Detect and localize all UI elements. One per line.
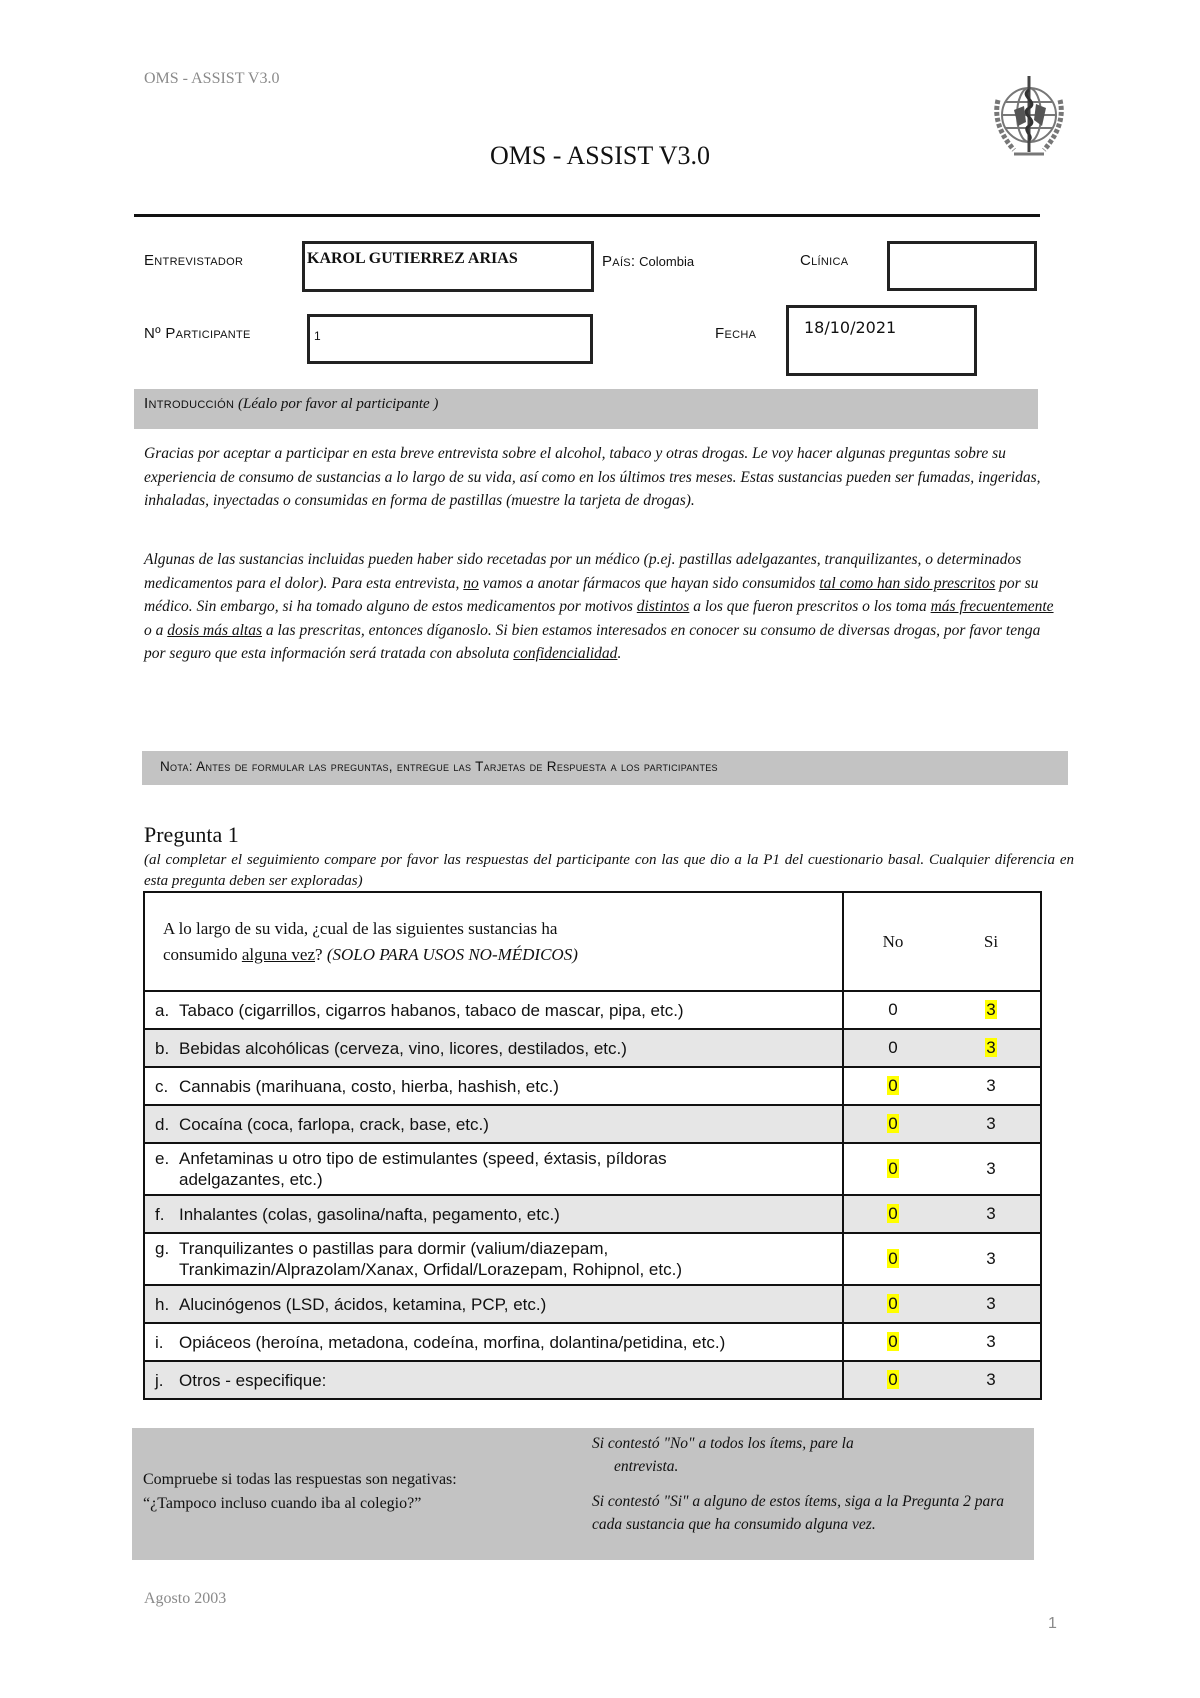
substance-label: [144, 991, 843, 1029]
answer-no-value[interactable]: 0: [888, 1294, 898, 1313]
answer-no-value[interactable]: 0: [888, 1076, 898, 1095]
table-row: [144, 1029, 1041, 1067]
answer-no-cell[interactable]: [843, 1105, 942, 1143]
answer-si-value[interactable]: 3: [986, 1370, 996, 1389]
intro-paragraph-2: [144, 548, 1064, 666]
substance-label: [144, 1067, 843, 1105]
answer-no-value[interactable]: 0: [888, 1204, 898, 1223]
answer-no-cell[interactable]: [843, 1323, 942, 1361]
intro-emphasis: tal como han sido prescritos: [819, 574, 996, 592]
substance-label: [144, 1361, 843, 1399]
prompt-text: A lo largo de su vida, ¿cual de las siguientes sustancias ha: [163, 918, 558, 938]
answer-si-value[interactable]: 3: [986, 1332, 996, 1351]
prompt-emphasis: alguna vez: [241, 944, 316, 964]
intro-emphasis: no: [463, 574, 479, 592]
answer-no-value[interactable]: 0: [888, 1038, 898, 1057]
item-text: Cannabis (marihuana, costo, hierba, hashish, etc.): [179, 1076, 559, 1096]
answer-no-cell[interactable]: [843, 991, 942, 1029]
answer-no-value[interactable]: 0: [888, 1000, 898, 1019]
substance-label: [144, 1143, 843, 1195]
answer-si-cell[interactable]: [942, 991, 1041, 1029]
country-field[interactable]: [602, 253, 694, 271]
question-1-table: [143, 891, 1042, 1400]
interviewer-value: KAROL GUTIERREZ ARIAS: [307, 250, 518, 267]
item-text-cont: Trankimazin/Alprazolam/Xanax, Orfidal/Lorazepam, Rohipnol, etc.): [179, 1260, 682, 1279]
prompt-text: ?: [315, 944, 327, 964]
intro-text: por su médico. Sin embargo, si ha tomado alguno de estos medicamentos por motivos: [144, 574, 1039, 615]
intro-paragraph-1: Gracias por aceptar a participar en esta breve entrevista sobre el alcohol, tabaco y otras drogas. Le voy hacer algunas preguntas sobre su experiencia de consumo de sustancias a lo largo de su vida, así como en los últimos tres meses. Estas sustancias pueden ser fumadas, ingeridas, inhaladas, inyectadas o consumidas en forma de pastillas (muestre la tarjeta de drogas).: [144, 445, 1041, 509]
item-text: Opiáceos (heroína, metadona, codeína, morfina, dolantina/petidina, etc.): [179, 1332, 726, 1352]
table-row: [144, 991, 1041, 1029]
item-text: Alucinógenos (LSD, ácidos, ketamina, PCP, etc.): [179, 1294, 547, 1314]
running-header: OMS - ASSIST V3.0: [144, 70, 280, 87]
participant-label: Nº Participante: [144, 325, 251, 342]
date-value: 18/10/2021: [804, 318, 897, 337]
item-text: Cocaína (coca, farlopa, crack, base, etc.): [179, 1114, 489, 1134]
answer-si-value[interactable]: 3: [986, 1294, 996, 1313]
answer-si-value[interactable]: 3: [986, 1000, 996, 1019]
participant-field[interactable]: [307, 314, 593, 364]
answer-no-cell[interactable]: [843, 1195, 942, 1233]
intro-text: .: [617, 645, 622, 662]
title-divider: [134, 214, 1040, 217]
substance-label: [144, 1233, 843, 1285]
participant-value: 1: [314, 329, 321, 343]
interviewer-field[interactable]: [302, 241, 594, 292]
intro-heading: Introducción: [144, 395, 235, 412]
instruction-no: Si contestó "No" a todos los ítems, pare la: [592, 1435, 854, 1452]
answer-no-cell[interactable]: [843, 1233, 942, 1285]
item-letter: a.: [155, 1000, 170, 1020]
question-1-note: (al completar el seguimiento compare por favor las respuestas del participante con las que dio a la P1 del cuestionario basal. Cualquier diferencia en esta pregunta deben ser exploradas): [144, 852, 1074, 889]
intro-text: a los que fueron prescritos o los toma: [689, 598, 931, 615]
prompt-text: consumido: [163, 944, 242, 964]
answer-si-value[interactable]: 3: [986, 1038, 996, 1057]
country-value: Colombia: [639, 254, 695, 269]
summary-instructions: [592, 1432, 1022, 1536]
intro-emphasis: confidencialidad: [513, 645, 618, 662]
table-row: [144, 1361, 1041, 1399]
table-row: [144, 1233, 1041, 1285]
answer-si-cell[interactable]: [942, 1067, 1041, 1105]
item-letter: g.: [155, 1239, 170, 1258]
column-header-no: No: [843, 892, 942, 991]
answer-si-cell[interactable]: [942, 1361, 1041, 1399]
intro-text: Algunas de las sustancias incluidas pueden haber sido recetadas por un médico (p.ej. pastillas adelgazantes, tranquilizantes, o determinados medicamentos para el dolor). Para esta entrevista,: [144, 551, 1022, 592]
instruction-no-cont: entrevista.: [614, 1458, 679, 1475]
answer-no-cell[interactable]: [843, 1143, 942, 1195]
question-1-title: Pregunta 1: [144, 822, 239, 847]
answer-si-cell[interactable]: [942, 1105, 1041, 1143]
answer-no-value[interactable]: 0: [888, 1114, 898, 1133]
answer-si-cell[interactable]: [942, 1029, 1041, 1067]
intro-emphasis: distintos: [636, 598, 690, 615]
clinic-label: Clínica: [800, 252, 849, 269]
answer-no-value[interactable]: 0: [888, 1332, 898, 1351]
substance-label: [144, 1285, 843, 1323]
intro-heading-note: (Léalo por favor al participante ): [238, 396, 439, 412]
answer-no-cell[interactable]: [843, 1361, 942, 1399]
column-header-si: Si: [942, 892, 1041, 991]
intro-emphasis: dosis más altas: [167, 621, 262, 639]
table-row: [144, 1143, 1041, 1195]
page-number: 1: [1048, 1615, 1057, 1632]
intro-emphasis: más frecuentemente: [930, 598, 1054, 615]
item-letter: j.: [155, 1370, 164, 1390]
footer-date: Agosto 2003: [144, 1590, 227, 1607]
summary-check: [143, 1468, 543, 1516]
substance-label: [144, 1029, 843, 1067]
intro-text: o a: [144, 621, 168, 639]
country-label: País:: [602, 253, 636, 270]
table-row: [144, 1195, 1041, 1233]
answer-si-value[interactable]: 3: [986, 1204, 996, 1223]
intro-heading-band: [134, 389, 1038, 429]
item-letter: b.: [155, 1038, 170, 1058]
substance-label: [144, 1323, 843, 1361]
answer-si-cell[interactable]: [942, 1323, 1041, 1361]
table-row: [144, 1105, 1041, 1143]
item-text: Otros - especifique:: [179, 1370, 327, 1390]
answer-no-cell[interactable]: [843, 1067, 942, 1105]
summary-check-line: Compruebe si todas las respuestas son negativas:: [143, 1471, 457, 1488]
date-field[interactable]: [786, 305, 977, 376]
item-letter: h.: [155, 1294, 170, 1314]
item-letter: e.: [155, 1149, 170, 1168]
clinic-field[interactable]: [887, 241, 1037, 291]
interviewer-label: Entrevistador: [144, 252, 244, 269]
answer-si-value[interactable]: 3: [986, 1159, 996, 1178]
answer-no-value[interactable]: 0: [888, 1249, 898, 1268]
answer-no-value[interactable]: 0: [888, 1370, 898, 1389]
answer-si-cell[interactable]: [942, 1285, 1041, 1323]
item-text: Inhalantes (colas, gasolina/nafta, pegamento, etc.): [179, 1204, 560, 1224]
answer-no-value[interactable]: 0: [888, 1159, 898, 1178]
item-letter: i.: [155, 1332, 164, 1352]
summary-check-question: “¿Tampoco incluso cuando iba al colegio?”: [143, 1495, 422, 1512]
answer-si-value[interactable]: 3: [986, 1249, 996, 1268]
answer-si-value[interactable]: 3: [986, 1076, 996, 1095]
date-label: Fecha: [715, 325, 757, 342]
item-letter: d.: [155, 1114, 170, 1134]
answer-no-cell[interactable]: [843, 1029, 942, 1067]
item-text-cont: adelgazantes, etc.): [179, 1170, 323, 1189]
item-text: Tranquilizantes o pastillas para dormir (valium/diazepam,: [179, 1239, 609, 1258]
substance-label: [144, 1105, 843, 1143]
document-title: OMS - ASSIST V3.0: [489, 141, 711, 170]
intro-text: vamos a anotar fármacos que hayan sido consumidos: [478, 574, 820, 592]
answer-si-value[interactable]: 3: [986, 1114, 996, 1133]
answer-no-cell[interactable]: [843, 1285, 942, 1323]
item-text: Anfetaminas u otro tipo de estimulantes (speed, éxtasis, píldoras: [179, 1149, 667, 1168]
answer-si-cell[interactable]: [942, 1143, 1041, 1195]
table-row: [144, 1067, 1041, 1105]
nota-band: [142, 751, 1068, 785]
instruction-si: Si contestó "Si" a alguno de estos ítems, siga a la Pregunta 2 para cada sustancia que ha consumido alguna vez.: [592, 1493, 1004, 1533]
nota-text: Nota: Antes de formular las preguntas, entregue las Tarjetas de Respuesta a los participantes: [160, 759, 718, 774]
intro-text: a las prescritas, entonces díganoslo. Si bien estamos interesados en conocer su consumo de diversas drogas, por favor tenga por seguro que esta información será tratada con absoluta: [144, 621, 1041, 662]
item-letter: f.: [155, 1204, 165, 1224]
answer-si-cell[interactable]: [942, 1195, 1041, 1233]
prompt-qualifier: (SOLO PARA USOS NO-MÉDICOS): [326, 944, 578, 964]
item-text: Bebidas alcohólicas (cerveza, vino, licores, destilados, etc.): [179, 1038, 627, 1058]
table-row: [144, 1323, 1041, 1361]
item-text: Tabaco (cigarrillos, cigarros habanos, tabaco de mascar, pipa, etc.): [179, 1000, 684, 1020]
answer-si-cell[interactable]: [942, 1233, 1041, 1285]
substance-label: [144, 1195, 843, 1233]
table-header-row: [144, 892, 1041, 991]
item-letter: c.: [155, 1076, 169, 1096]
question-1-prompt: [144, 892, 843, 991]
table-row: [144, 1285, 1041, 1323]
